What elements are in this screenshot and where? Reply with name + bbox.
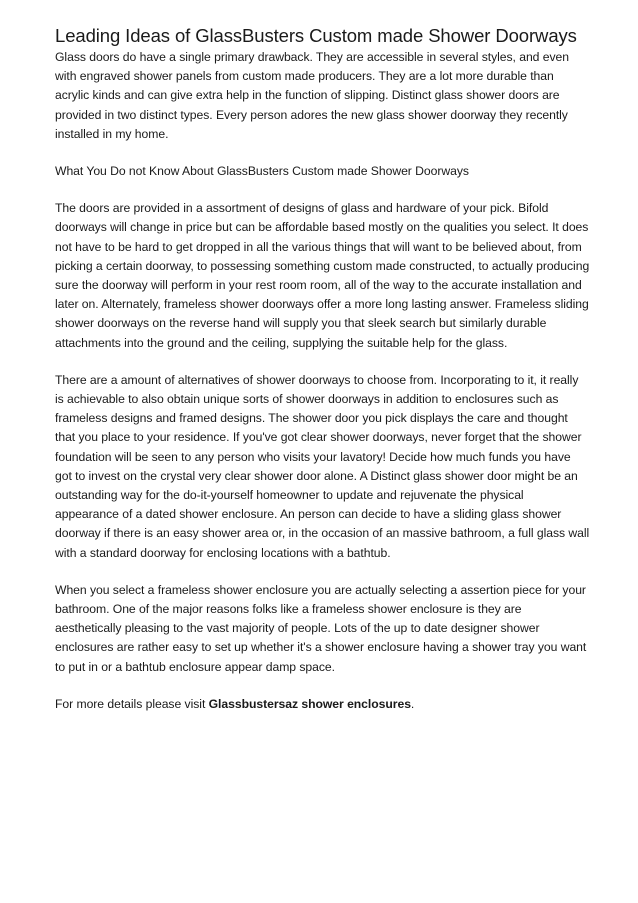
enclosures-link[interactable]: Glassbustersaz shower enclosures [208,696,411,711]
page-title: Leading Ideas of GlassBusters Custom made Shower Doorways [55,25,577,46]
body-paragraph-doors: The doors are provided in a assortment of designs of glass and hardware of your pick. Bifold doorways will change in price but can be affordable based mostly on the qualities you select. It does not have to be hard to get dropped in all the various things that will want to be believed about, from picking a certain doorway, to possessing something custom made constructed, to actually producing sure the doorway will perform in your rest room room, all of the way to the accurate installation and later on. Alternately, frameless shower doorways offer a more long lasting answer. Frameless sliding shower doorways on the reverse hand will supply you that sleek search but similarly durable attachments into the ground and the ceiling, supplying the suitable help for the glass. [55,201,590,350]
closing-suffix: . [410,696,415,711]
closing-paragraph [55,695,590,714]
document-page [55,26,590,732]
body-paragraph-alternatives: There are a amount of alternatives of shower doorways to choose from. Incorporating to it, it really is achievable to also obtain unique sorts of shower doorways in addition to enclosures such as frameless designs and framed designs. The shower door you pick displays the care and thought that you place to your residence. If you've got clear shower doorways, never forget that the shower foundation will be seen to any person who visits your lavatory! Decide how much funds you have got to invest on the crystal very clear shower door alone. A Distinct glass shower door might be an outstanding way for the do-it-yourself homeowner to update and rejuvenate the physical appearance of a dated shower enclosure. An person can decide to have a sliding glass shower doorway if there is an easy shower area or, in the occasion of an massive bathroom, a full glass wall with a standard doorway for enclosing locations with a bathtub. [55,372,590,560]
intro-paragraph: Glass doors do have a single primary drawback. They are accessible in several styles, and even with engraved shower panels from custom made producers. They are a lot more durable than acrylic kinds and can give extra help in the function of slipping. Distinct glass shower doors are provided in two distinct types. Every person adores the new glass shower doorway they recently installed in my home. [55,50,569,141]
body-paragraph-frameless: When you select a frameless shower enclosure you are actually selecting a assertion piece for your bathroom. One of the major reasons folks like a frameless shower enclosure is they are aesthetically pleasing to the vast majority of people. Lots of the up to date designer shower enclosures are rather easy to set up whether it's a shower enclosure having a shower tray you want to put in or a bathtub enclosure appear damp space. [55,582,587,674]
closing-prefix: For more details please visit [55,696,209,711]
section-heading-paragraph: What You Do not Know About GlassBusters Custom made Shower Doorways [55,164,469,179]
